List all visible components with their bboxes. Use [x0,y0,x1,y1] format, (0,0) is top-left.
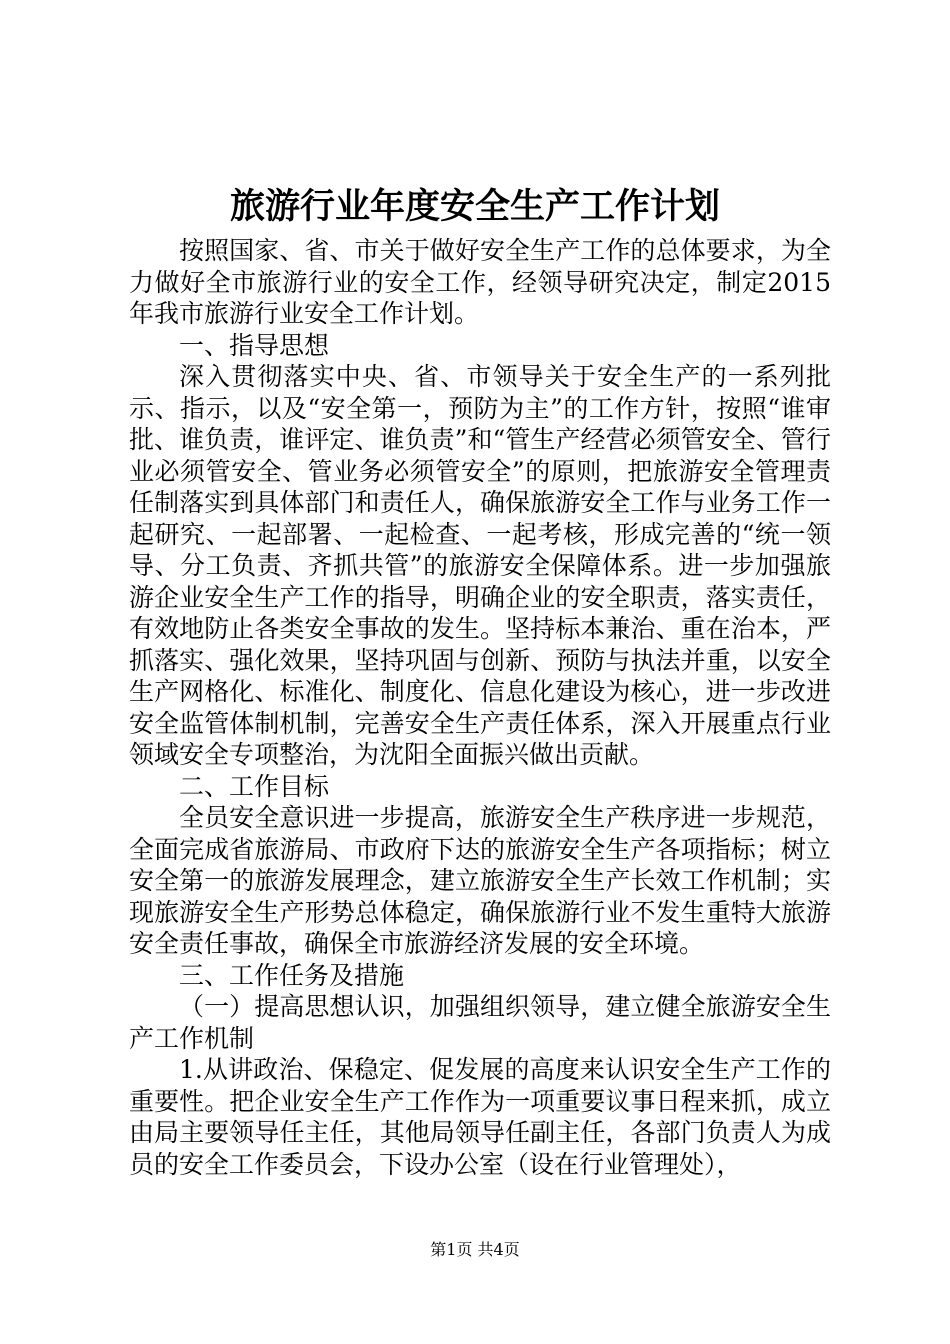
subsection-heading-1: （一）提高思想认识，加强组织领导，建立健全旅游安全生产工作机制 [129,992,831,1053]
document-body [129,235,831,1180]
page-number-footer: 第1页 共4页 [430,1240,520,1259]
section-heading-work-goals: 二、工作目标 [179,771,330,801]
work-goals-paragraph: 全员安全意识进一步提高，旅游安全生产秩序进一步规范，全面完成省旅游局、市政府下达的旅游安全生产各项指标；树立安全第一的旅游发展理念，建立旅游安全生产长效工作机制；实现旅游安全生产形势总体稳定，确保旅游行业不发生重特大旅游安全责任事故，确保全市旅游经济发展的安全环境。 [129,803,831,958]
guiding-ideology-paragraph: 深入贯彻落实中央、省、市领导关于安全生产的一系列批示、指示，以及“安全第一，预防为主”的工作方针，按照“谁审批、谁负责，谁评定、谁负责”和“管生产经营必须管安全、管行业必须管安全、管业务必须管安全”的原则，把旅游安全管理责任制落实到具体部门和责任人，确保旅游安全工作与业务工作一起研究、一起部署、一起检查、一起考核，形成完善的“统一领导、分工负责、齐抓共管”的旅游安全保障体系。进一步加强旅游企业安全生产工作的指导，明确企业的安全职责，落实责任，有效地防止各类安全事故的发生。坚持标本兼治、重在治本，严抓落实、强化效果，坚持巩固与创新、预防与执法并重，以安全生产网格化、标准化、制度化、信息化建设为核心，进一步改进安全监管体制机制，完善安全生产责任体系，深入开展重点行业领域安全专项整治，为沈阳全面振兴做出贡献。 [129,362,831,769]
section-heading-tasks-measures: 三、工作任务及措施 [179,960,405,990]
intro-paragraph: 按照国家、省、市关于做好安全生产工作的总体要求，为全力做好全市旅游行业的安全工作，经领导研究决定，制定2015年我市旅游行业安全工作计划。 [129,236,831,328]
item-1-paragraph: 1.从讲政治、保稳定、促发展的高度来认识安全生产工作的重要性。把企业安全生产工作作为一项重要议事日程来抓，成立由局主要领导任主任，其他局领导任副主任，各部门负责人为成员的安全工作委员会，下设办公室（设在行业管理处）， [129,1055,831,1179]
section-heading-guiding-ideology: 一、指导思想 [179,330,330,360]
document-title: 旅游行业年度安全生产工作计划 [229,186,720,227]
